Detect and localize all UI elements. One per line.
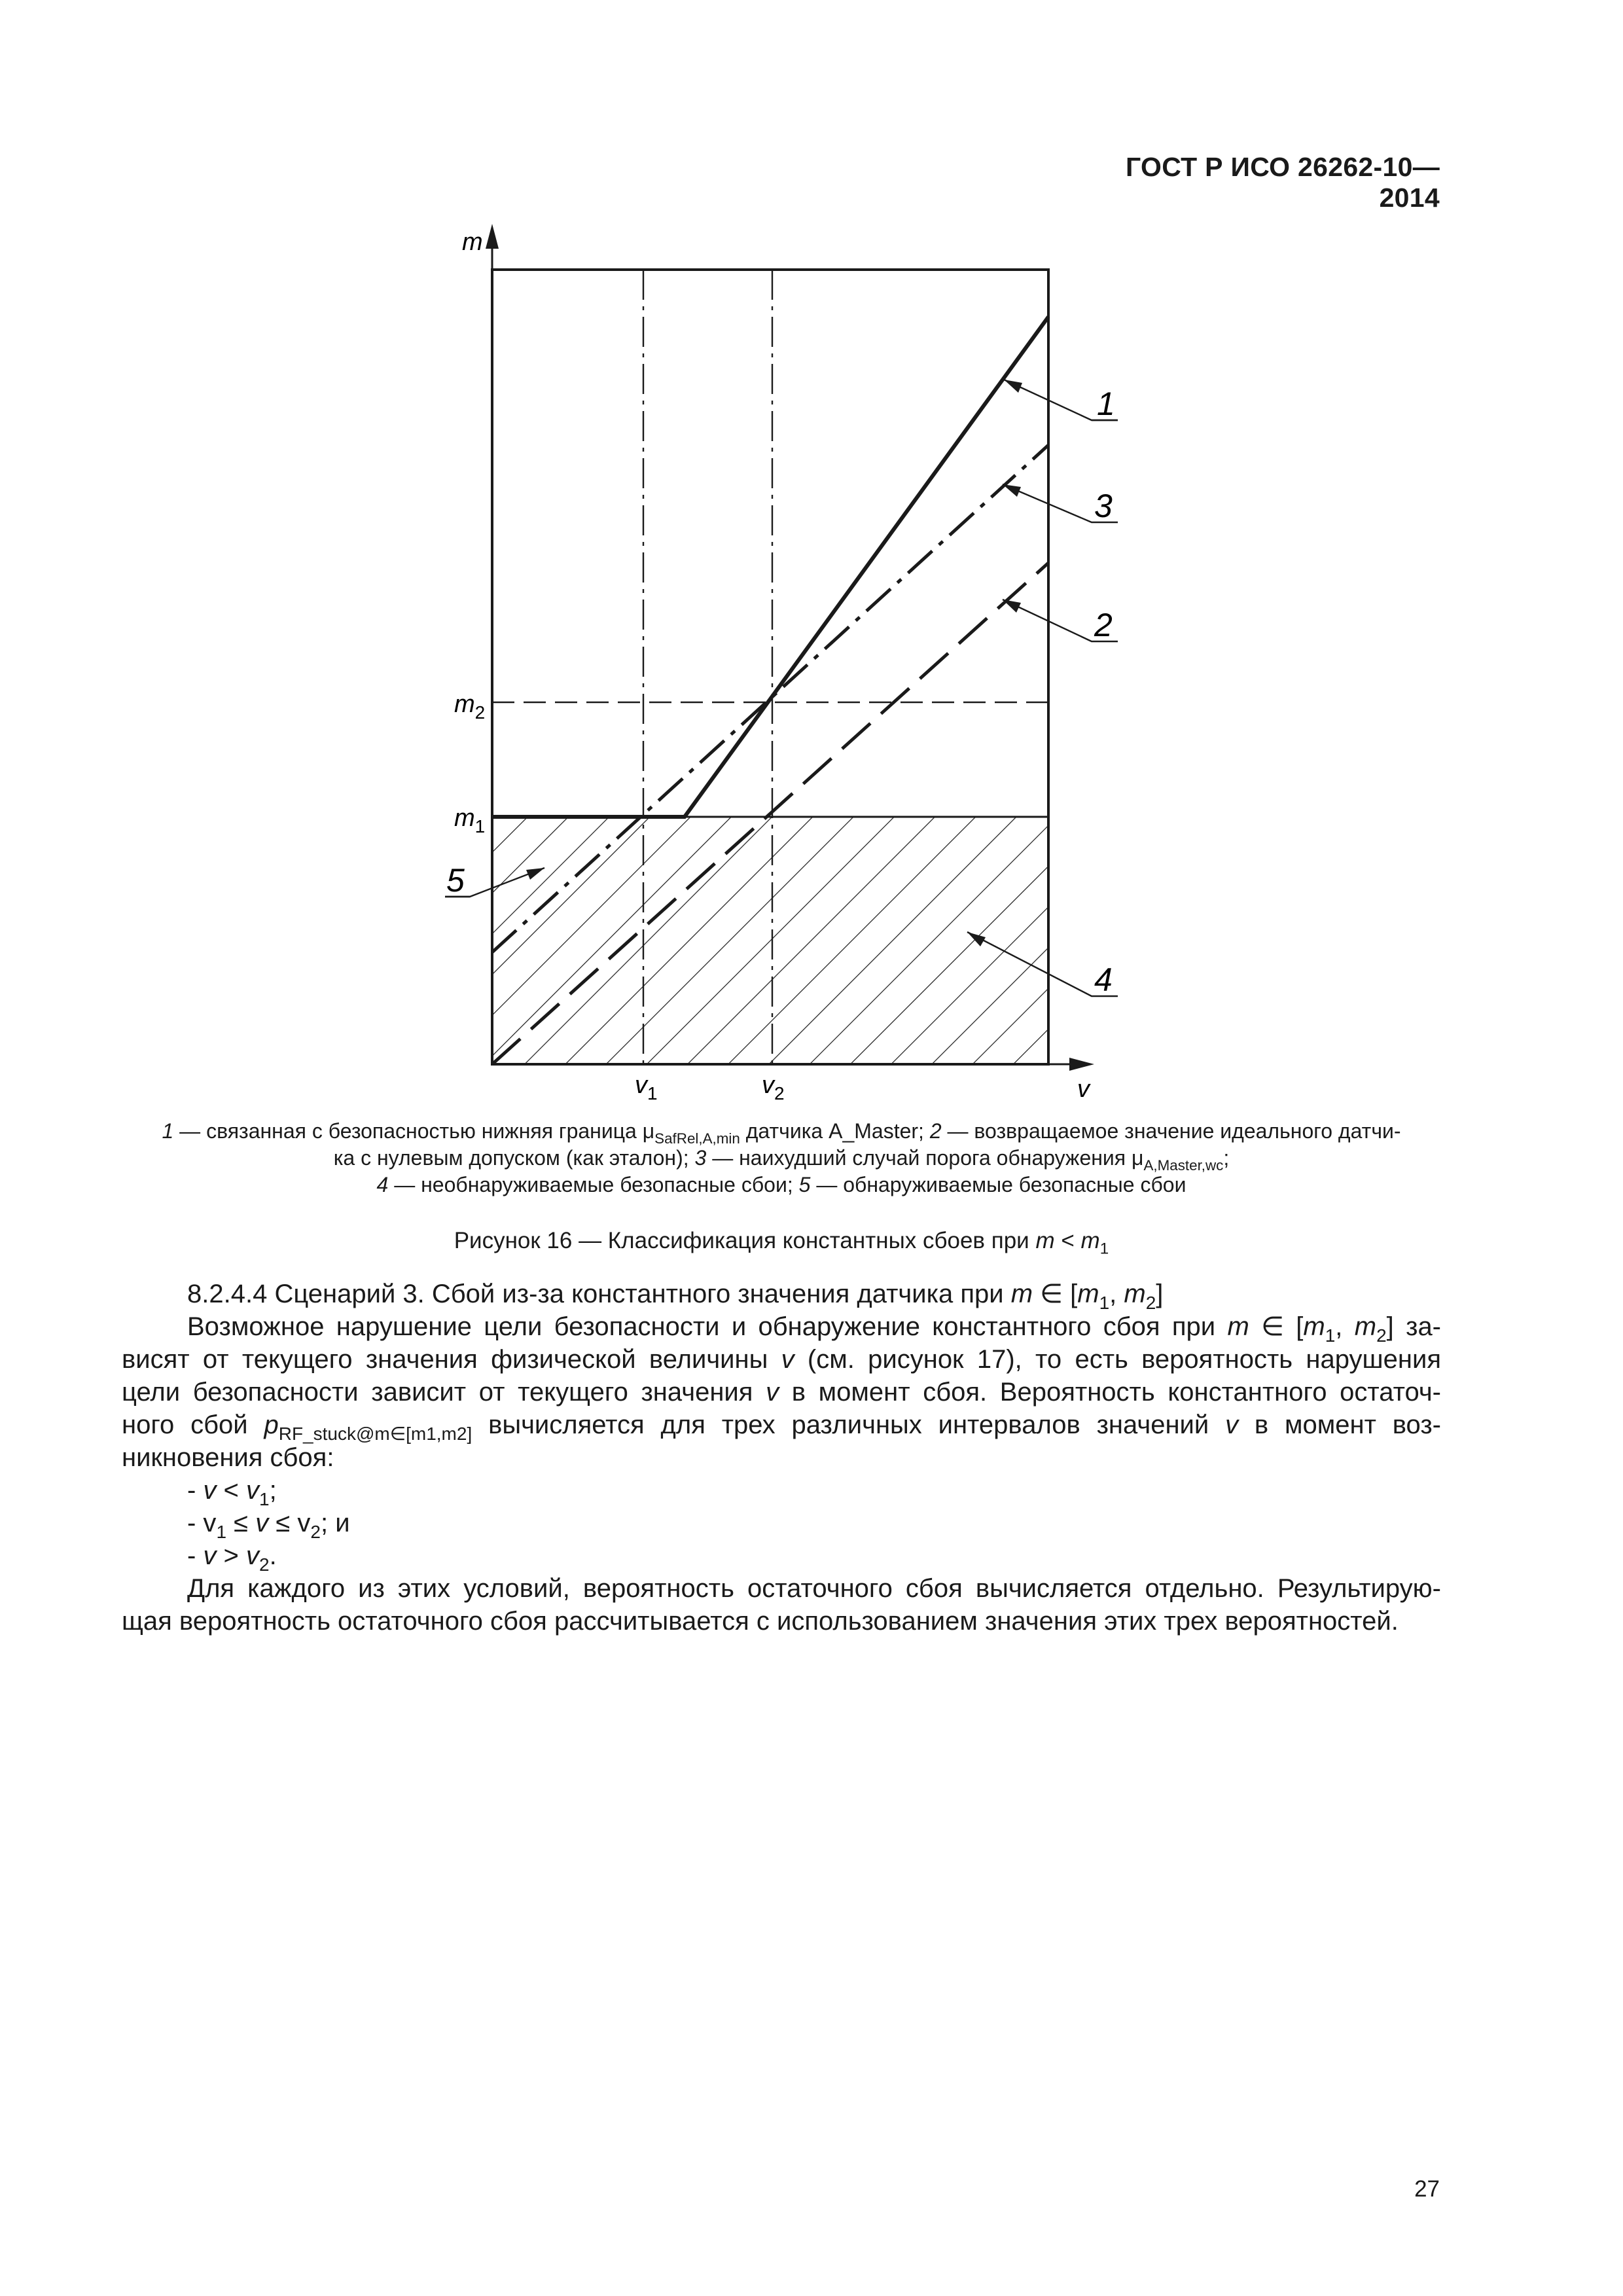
leader-arrow-3-icon	[1003, 484, 1021, 497]
y-axis-label: m	[462, 228, 483, 256]
body-text	[122, 1278, 1441, 1638]
paragraph-2: Для каждого из этих условий, вероятность остаточного сбоя вычисляется отдельно. Результирую- щая вероятность остаточного сбоя рассчитывается с использованием значения этих трех вероятностей.	[122, 1574, 1441, 1636]
page-number: 27	[1414, 2176, 1440, 2202]
condition-list	[122, 1474, 1441, 1575]
x-axis-arrow-icon	[1069, 1058, 1094, 1071]
v1-tick-label: $v_1$	[635, 1071, 658, 1103]
stuck-fault-classification-figure	[0, 0, 1623, 1113]
list-item: - $v > v_2$.	[187, 1541, 277, 1575]
v2-tick-label: $v_2$	[762, 1071, 785, 1103]
figure-caption: Рисунок 16 — Классификация константных сбоев при $m < m_1$	[454, 1228, 1109, 1258]
list-item: - $v < v_1$;	[187, 1476, 277, 1509]
section-heading: 8.2.4.4 Сценарий 3. Сбой из-за константного значения датчика при m ∈ [$m_1$, $m_2$]	[187, 1280, 1164, 1313]
m1-tick-label: $m_1$	[454, 804, 486, 836]
undetectable-safe-faults-region	[492, 817, 1048, 1064]
region-label-5: 5	[446, 862, 465, 899]
standard-header: ГОСТ Р ИСО 26262-10—2014	[1126, 152, 1440, 213]
curve-label-2: 2	[1094, 607, 1113, 643]
m2-tick-label: $m_2$	[454, 691, 486, 723]
figure-legend: 1 — связанная с безопасностью нижняя граница $\mu_{SafRel,A,min}$ датчика A_Master; 2 — возвращаемое значение идеального датчи- ка с нулевым допуском (как эталон); 3 — наихудший случай порога обнаружения $\mu_{A,Master,wc}$; 4 — необнаруживаемые безопасные сбои; 5 — обнаруживаемые безопасные сбои	[162, 1119, 1401, 1196]
leader-arrow-2-icon	[1003, 600, 1021, 613]
paragraph-1: Возможное нарушение цели безопасности и обнаружение константного сбоя при m ∈ [$m_1$, $m_2$] за- висят от текущего значения физической величины v (см. рисунок 17), то есть вероятность нарушения цели безопасности зависит от текущего значения v в момент сбоя. Вероятность константного остаточ- ного сбой $p_{RF\_stuck@m\in[m1,m2]}$ вычисляется для трех различных интервалов значений v в момент воз- никновения сбоя:	[122, 1312, 1442, 1472]
safety-lower-limit-line-1	[492, 317, 1048, 817]
y-axis-arrow-icon	[486, 224, 499, 249]
curve-label-1: 1	[1097, 386, 1115, 422]
x-axis-label: v	[1077, 1075, 1090, 1103]
list-item: - $v_1 \le v \le v_2$; и	[187, 1509, 350, 1542]
curve-label-3: 3	[1094, 488, 1113, 524]
leader-arrow-1-icon	[1004, 380, 1022, 393]
region-label-4: 4	[1094, 961, 1113, 998]
